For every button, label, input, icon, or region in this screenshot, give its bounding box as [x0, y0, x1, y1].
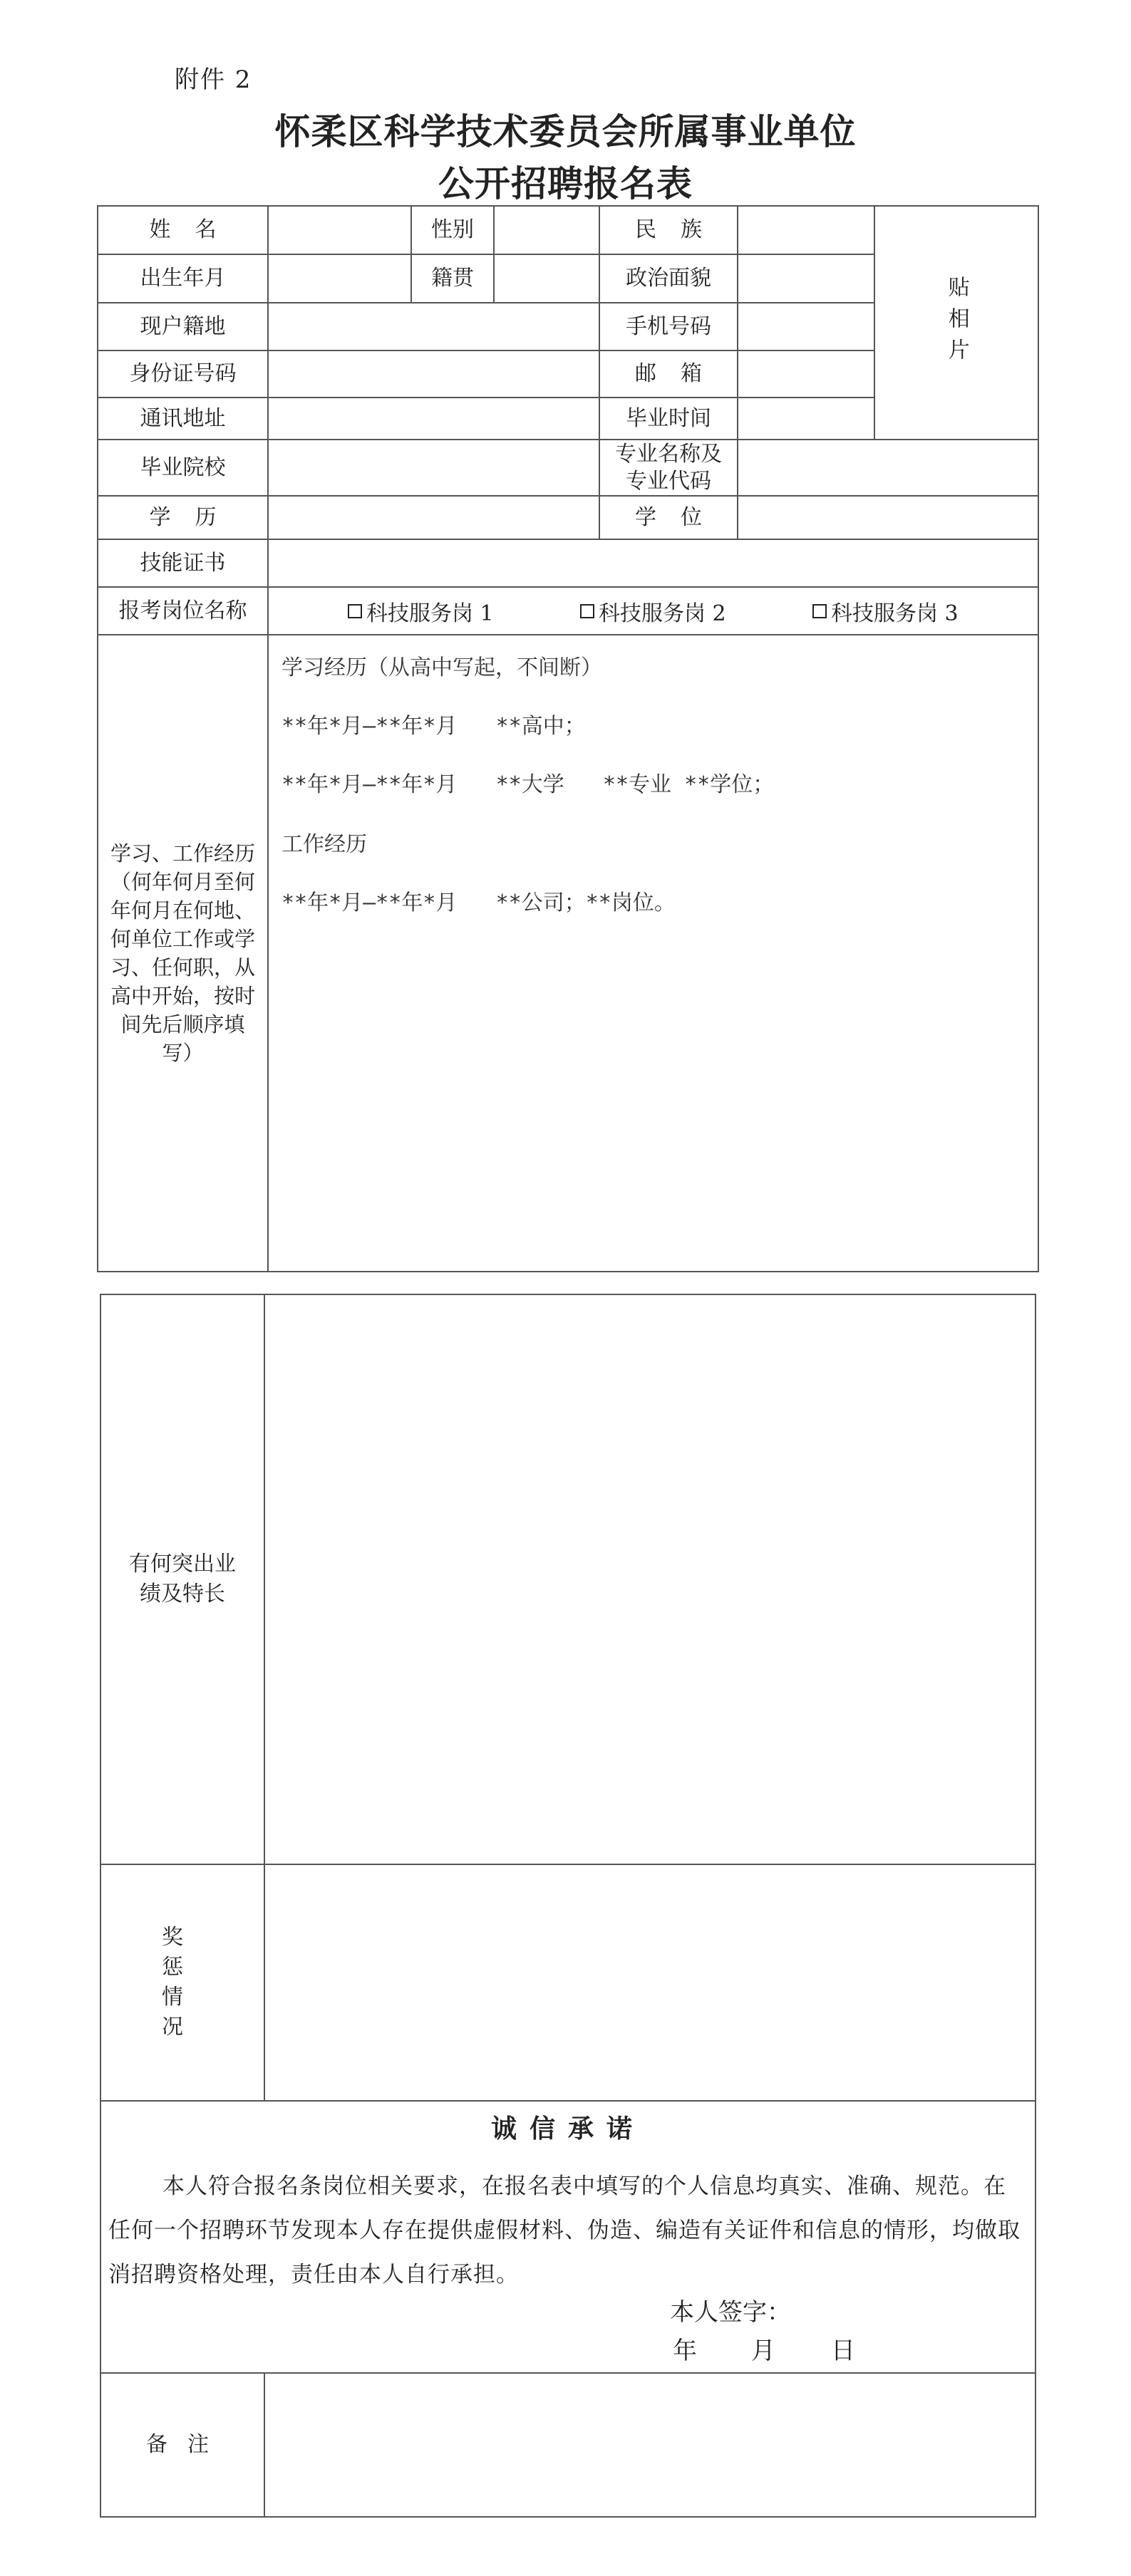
id-number-field[interactable]	[269, 351, 599, 397]
achievements-field[interactable]	[265, 1295, 1035, 1864]
study-line-1: **年*月—**年*月 **高中；	[282, 714, 586, 739]
work-line-1: **年*月—**年*月 **公司；**岗位。	[282, 890, 676, 915]
label-remarks: 备注	[146, 2432, 229, 2458]
label-degree: 学位	[635, 504, 726, 530]
form-title-line2: 公开招聘报名表	[438, 162, 693, 204]
label-id-number: 身份证号码	[129, 361, 237, 387]
label-native-place: 籍贯	[431, 266, 474, 291]
label-address: 通讯地址	[140, 405, 226, 431]
label-name: 姓名	[149, 217, 241, 243]
date-year: 年	[673, 2337, 697, 2365]
position-option-2-label: 科技服务岗 2	[599, 601, 726, 626]
degree-field[interactable]	[738, 497, 1038, 539]
position-option-1[interactable]	[348, 596, 494, 627]
ethnicity-field[interactable]	[738, 207, 874, 254]
attachment-label: 附件 2	[175, 66, 252, 94]
label-email: 邮箱	[635, 361, 726, 387]
label-grad-time: 毕业时间	[626, 405, 711, 431]
date-day: 日	[831, 2337, 855, 2365]
checkbox-icon[interactable]	[348, 604, 362, 618]
label-birth: 出生年月	[140, 266, 226, 291]
checkbox-icon[interactable]	[580, 604, 594, 618]
position-option-3-label: 科技服务岗 3	[831, 601, 959, 626]
label-ethnicity: 民族	[635, 217, 726, 243]
rewards-field[interactable]	[265, 1865, 1035, 2100]
label-history: 学习、工作经历（何年何月至何年何月在何地、何单位工作或学习、任何职，从高中开始，按时间先后顺序填写）	[110, 841, 255, 1065]
label-education: 学历	[149, 504, 241, 530]
grad-time-field[interactable]	[738, 398, 874, 439]
promise-text: 本人符合报名条岗位相关要求，在报名表中填写的个人信息均真实、准确、规范。在任何一个招聘环节发现本人存在提供虚假材料、伪造、编造有关证件和信息的情形，均做取消招聘资格处理，责任由本人自行承担。	[108, 2174, 1021, 2287]
label-position: 报考岗位名称	[118, 598, 247, 623]
label-major: 专业名称及专业代码	[615, 442, 722, 494]
political-status-field[interactable]	[738, 255, 874, 302]
email-field[interactable]	[738, 351, 874, 397]
study-heading: 学习经历（从高中写起，不间断）	[282, 655, 602, 680]
position-option-1-label: 科技服务岗 1	[366, 601, 494, 626]
label-rewards: 奖惩情况	[162, 1925, 203, 2040]
gender-field[interactable]	[495, 207, 599, 254]
date-month: 月	[751, 2337, 775, 2365]
label-school: 毕业院校	[140, 455, 226, 480]
registration-table	[0, 0, 1131, 1282]
phone-field[interactable]	[738, 303, 874, 350]
promise-title: 诚信承诺	[490, 2114, 645, 2144]
label-phone: 手机号码	[626, 313, 711, 339]
label-political-status: 政治面貌	[626, 266, 711, 291]
birth-field[interactable]	[269, 255, 410, 302]
education-field[interactable]	[269, 497, 599, 539]
label-photo: 贴相片	[944, 276, 969, 370]
signature-label: 本人签字：	[670, 2298, 791, 2327]
label-certificates: 技能证书	[140, 550, 226, 576]
remarks-field[interactable]	[265, 2374, 1035, 2516]
work-heading: 工作经历	[282, 832, 367, 857]
history-field[interactable]	[269, 635, 1038, 1271]
label-residence: 现户籍地	[140, 313, 226, 339]
label-gender: 性别	[431, 217, 474, 243]
major-field[interactable]	[738, 440, 1038, 495]
residence-field[interactable]	[269, 303, 599, 350]
native-place-field[interactable]	[495, 255, 599, 302]
photo-area[interactable]	[875, 207, 1038, 439]
school-field[interactable]	[269, 440, 599, 495]
position-option-3[interactable]	[812, 596, 959, 627]
form-title-line1: 怀柔区科学技术委员会所属事业单位	[274, 110, 857, 152]
label-achievements: 有何突出业绩及特长	[129, 1552, 236, 1606]
signature-field[interactable]	[810, 2290, 995, 2324]
checkbox-icon[interactable]	[812, 604, 827, 618]
study-line-2: **年*月—**年*月 **大学 **专业 **学位；	[282, 772, 775, 797]
position-option-2[interactable]	[580, 596, 726, 627]
certificates-field[interactable]	[269, 540, 1038, 586]
address-field[interactable]	[269, 398, 599, 439]
name-field[interactable]	[269, 207, 410, 254]
